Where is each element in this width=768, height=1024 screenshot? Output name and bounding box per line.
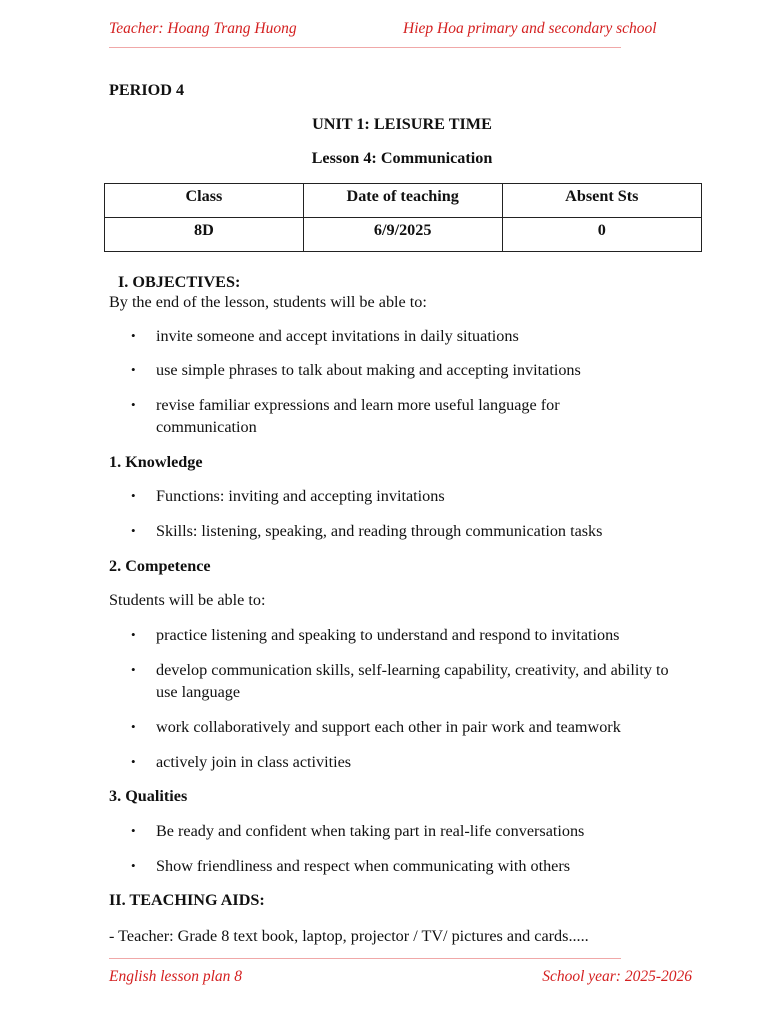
list-item: • revise familiar expressions and learn more useful language for communication bbox=[109, 394, 636, 438]
competence-heading: 2. Competence bbox=[109, 557, 211, 575]
list-item: • practice listening and speaking to understand and respond to invitations bbox=[109, 624, 716, 646]
competence-list-2 bbox=[109, 659, 676, 703]
unit-title: UNIT 1: LEISURE TIME bbox=[312, 115, 492, 133]
table-cell: 6/9/2025 bbox=[303, 218, 502, 252]
objectives-intro: By the end of the lesson, students will be able to: bbox=[109, 293, 427, 311]
list-item: • actively join in class activities bbox=[109, 751, 686, 773]
list-item: • develop communication skills, self-learning capability, creativity, and ability to use language bbox=[109, 659, 676, 703]
list-item: • Show friendliness and respect when communicating with others bbox=[109, 855, 686, 877]
knowledge-heading: 1. Knowledge bbox=[109, 453, 203, 471]
lesson-title: Lesson 4: Communication bbox=[311, 149, 493, 167]
header-school: Hiep Hoa primary and secondary school bbox=[403, 20, 657, 37]
qualities-list-2 bbox=[109, 855, 686, 877]
header-teacher: Teacher: Hoang Trang Huong bbox=[109, 20, 297, 37]
objectives-list-2 bbox=[109, 359, 686, 381]
competence-list-3 bbox=[109, 716, 716, 738]
knowledge-list-2 bbox=[109, 520, 686, 542]
objectives-list bbox=[109, 325, 686, 347]
list-item: • Functions: inviting and accepting invitations bbox=[109, 485, 686, 507]
list-item: • Skills: listening, speaking, and reading through communication tasks bbox=[109, 520, 686, 542]
class-info-table bbox=[104, 183, 702, 252]
objectives-heading: I. OBJECTIVES: bbox=[118, 273, 241, 291]
teaching-aids-teacher: - Teacher: Grade 8 text book, laptop, projector / TV/ pictures and cards..... bbox=[109, 927, 589, 945]
table-cell: 0 bbox=[502, 218, 701, 252]
page-footer bbox=[109, 968, 692, 986]
list-item: • work collaboratively and support each other in pair work and teamwork bbox=[109, 716, 716, 738]
competence-list bbox=[109, 624, 716, 646]
header-rule bbox=[109, 47, 621, 48]
list-item: • invite someone and accept invitations in daily situations bbox=[109, 325, 686, 347]
list-item: • Be ready and confident when taking part in real-life conversations bbox=[109, 820, 686, 842]
period-title: PERIOD 4 bbox=[109, 81, 185, 99]
objectives-list-3 bbox=[109, 394, 636, 438]
page-header bbox=[109, 20, 692, 38]
competence-list-4 bbox=[109, 751, 686, 773]
footer-left: English lesson plan 8 bbox=[109, 968, 243, 985]
knowledge-list bbox=[109, 485, 686, 507]
footer-right: School year: 2025-2026 bbox=[542, 968, 692, 985]
table-header-cell: Date of teaching bbox=[303, 184, 502, 218]
table-row bbox=[105, 218, 702, 252]
list-item: • use simple phrases to talk about making and accepting invitations bbox=[109, 359, 686, 381]
qualities-heading: 3. Qualities bbox=[109, 787, 188, 805]
table-cell: 8D bbox=[105, 218, 304, 252]
teaching-aids-heading: II. TEACHING AIDS: bbox=[109, 891, 265, 909]
table-row bbox=[105, 184, 702, 218]
table-header-cell: Absent Sts bbox=[502, 184, 701, 218]
qualities-list bbox=[109, 820, 686, 842]
competence-intro: Students will be able to: bbox=[109, 591, 266, 609]
table-header-cell: Class bbox=[105, 184, 304, 218]
footer-rule bbox=[109, 958, 621, 959]
